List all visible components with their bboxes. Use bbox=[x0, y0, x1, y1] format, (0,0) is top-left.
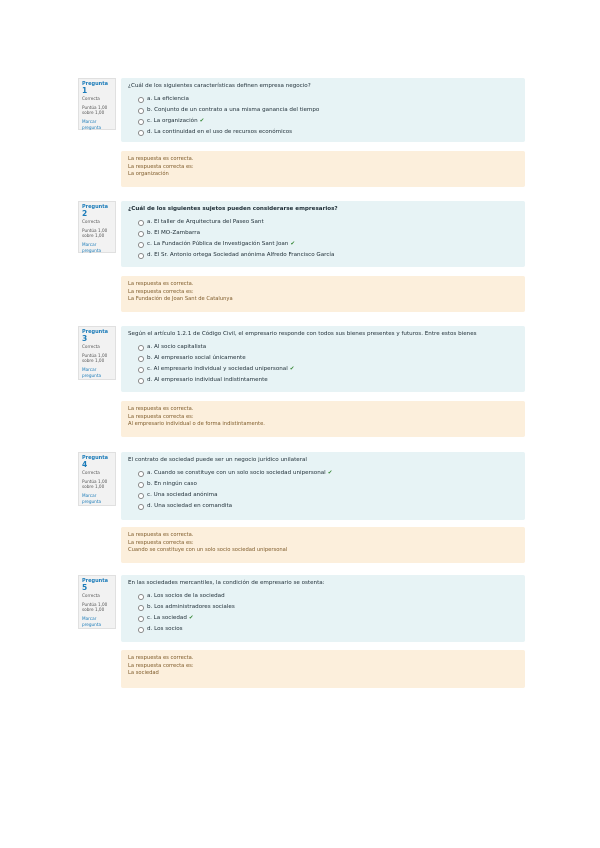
question-mark: Puntúa 1,00 sobre 1,00 bbox=[82, 104, 108, 116]
answer-feedback bbox=[121, 151, 525, 187]
feedback-result: La respuesta es correcta. bbox=[128, 532, 194, 538]
answer-option[interactable]: d. El Sr. Antonio ortega Sociedad anónima Alfredo Francisco García bbox=[138, 252, 518, 259]
feedback-result: La respuesta es correcta. bbox=[128, 406, 194, 412]
answer-feedback bbox=[121, 527, 525, 563]
feedback-answer: La sociedad bbox=[128, 670, 159, 676]
answer-option[interactable]: d. La continuidad en el uso de recursos económicos bbox=[138, 129, 518, 136]
answer-option[interactable]: a. Los socios de la sociedad bbox=[138, 593, 518, 600]
answer-feedback bbox=[121, 650, 525, 688]
question-text: ¿Cuál de los siguientes sujetos pueden considerarse empresarios? bbox=[128, 206, 338, 212]
feedback-result: La respuesta es correcta. bbox=[128, 281, 194, 287]
radio-button[interactable] bbox=[138, 378, 144, 384]
checkmark-icon: ✔ bbox=[327, 470, 333, 476]
question-info bbox=[78, 201, 116, 253]
answer-option[interactable]: c. Una sociedad anónima bbox=[138, 492, 518, 499]
flag-question-link[interactable]: Marcar pregunta bbox=[82, 241, 102, 253]
feedback-label: La respuesta correcta es: bbox=[128, 413, 194, 420]
question-content bbox=[121, 452, 525, 520]
answer-option[interactable]: a. Al socio capitalista bbox=[138, 344, 518, 351]
question-text: En las sociedades mercantiles, la condición de empresario se ostenta: bbox=[128, 580, 325, 586]
answer-option[interactable]: d. Una sociedad en comandita bbox=[138, 503, 518, 510]
answer-option[interactable]: b. Conjunto de un contrato a una misma ganancia del tiempo bbox=[138, 107, 518, 114]
question-number: Pregunta 5 bbox=[82, 578, 108, 592]
answer-feedback bbox=[121, 401, 525, 437]
question-mark: Puntúa 1,00 sobre 1,00 bbox=[82, 227, 108, 239]
answer-option[interactable]: d. Al empresario individual indistintamente bbox=[138, 377, 518, 384]
feedback-answer: La organización bbox=[128, 171, 169, 177]
answer-option[interactable]: c. La Fundación Pública de Investigación Sant Joan ✔ bbox=[138, 241, 518, 248]
answer-option[interactable]: a. El taller de Arquitectura del Paseo Sant bbox=[138, 219, 518, 226]
feedback-label: La respuesta correcta es: bbox=[128, 539, 194, 546]
radio-button[interactable] bbox=[138, 605, 144, 611]
question-info bbox=[78, 78, 116, 130]
radio-button[interactable] bbox=[138, 97, 144, 103]
feedback-label: La respuesta correcta es: bbox=[128, 163, 194, 170]
radio-button[interactable] bbox=[138, 493, 144, 499]
answer-option[interactable]: c. La organización ✔ bbox=[138, 118, 518, 125]
radio-button[interactable] bbox=[138, 345, 144, 351]
question-state: Correcta bbox=[82, 219, 100, 225]
question-state: Correcta bbox=[82, 344, 100, 350]
radio-button[interactable] bbox=[138, 130, 144, 136]
question-state: Correcta bbox=[82, 470, 100, 476]
feedback-answer: La Fundación de Joan Sant de Catalunya bbox=[128, 296, 233, 302]
radio-button[interactable] bbox=[138, 367, 144, 373]
question-number: Pregunta 3 bbox=[82, 329, 108, 343]
radio-button[interactable] bbox=[138, 220, 144, 226]
answer-option[interactable]: b. En ningún caso bbox=[138, 481, 518, 488]
question-info bbox=[78, 575, 116, 629]
answer-option[interactable]: a. Cuando se constituye con un solo socio sociedad unipersonal ✔ bbox=[138, 470, 518, 477]
question-content bbox=[121, 78, 525, 142]
question-text: ¿Cuál de los siguientes características definen empresa negocio? bbox=[128, 83, 311, 89]
question-info bbox=[78, 326, 116, 380]
checkmark-icon: ✔ bbox=[188, 615, 194, 621]
answer-option[interactable]: c. La sociedad ✔ bbox=[138, 615, 518, 622]
radio-button[interactable] bbox=[138, 616, 144, 622]
question-mark: Puntúa 1,00 sobre 1,00 bbox=[82, 601, 108, 613]
question-state: Correcta bbox=[82, 593, 100, 599]
checkmark-icon: ✔ bbox=[289, 366, 295, 372]
radio-button[interactable] bbox=[138, 471, 144, 477]
radio-button[interactable] bbox=[138, 482, 144, 488]
feedback-answer: Al empresario individual o de forma indistintamente. bbox=[128, 421, 265, 427]
radio-button[interactable] bbox=[138, 356, 144, 362]
question-number: Pregunta 1 bbox=[82, 81, 108, 95]
question-number: Pregunta 2 bbox=[82, 204, 108, 218]
feedback-label: La respuesta correcta es: bbox=[128, 288, 194, 295]
answer-option[interactable]: d. Los socios bbox=[138, 626, 518, 633]
checkmark-icon: ✔ bbox=[199, 118, 205, 124]
radio-button[interactable] bbox=[138, 504, 144, 510]
radio-button[interactable] bbox=[138, 594, 144, 600]
flag-question-link[interactable]: Marcar pregunta bbox=[82, 615, 102, 627]
checkmark-icon: ✔ bbox=[290, 241, 296, 247]
radio-button[interactable] bbox=[138, 253, 144, 259]
radio-button[interactable] bbox=[138, 231, 144, 237]
feedback-answer: Cuando se constituye con un solo socio sociedad unipersonal bbox=[128, 547, 288, 553]
flag-question-link[interactable]: Marcar pregunta bbox=[82, 118, 102, 130]
question-content bbox=[121, 575, 525, 642]
feedback-result: La respuesta es correcta. bbox=[128, 655, 194, 661]
radio-button[interactable] bbox=[138, 242, 144, 248]
answer-option[interactable]: b. Al empresario social únicamente bbox=[138, 355, 518, 362]
radio-button[interactable] bbox=[138, 627, 144, 633]
question-text: El contrato de sociedad puede ser un negocio jurídico unilateral bbox=[128, 457, 307, 463]
feedback-label: La respuesta correcta es: bbox=[128, 662, 194, 669]
flag-question-link[interactable]: Marcar pregunta bbox=[82, 366, 102, 378]
answer-feedback bbox=[121, 276, 525, 312]
answer-option[interactable]: a. La eficiencia bbox=[138, 96, 518, 103]
question-content bbox=[121, 326, 525, 392]
question-number: Pregunta 4 bbox=[82, 455, 108, 469]
answer-option[interactable]: c. Al empresario individual y sociedad unipersonal ✔ bbox=[138, 366, 518, 373]
question-info bbox=[78, 452, 116, 506]
radio-button[interactable] bbox=[138, 108, 144, 114]
feedback-result: La respuesta es correcta. bbox=[128, 156, 194, 162]
question-state: Correcta bbox=[82, 96, 100, 102]
question-content bbox=[121, 201, 525, 267]
answer-option[interactable]: b. Los administradores sociales bbox=[138, 604, 518, 611]
question-text: Según el artículo 1.2.1 de Código Civil, el empresario responde con todos sus bienes presentes y futuros. Entre estos bienes bbox=[128, 331, 477, 337]
answer-option[interactable]: b. El MO-Zambarra bbox=[138, 230, 518, 237]
radio-button[interactable] bbox=[138, 119, 144, 125]
question-mark: Puntúa 1,00 sobre 1,00 bbox=[82, 478, 108, 490]
question-mark: Puntúa 1,00 sobre 1,00 bbox=[82, 352, 108, 364]
flag-question-link[interactable]: Marcar pregunta bbox=[82, 492, 102, 504]
